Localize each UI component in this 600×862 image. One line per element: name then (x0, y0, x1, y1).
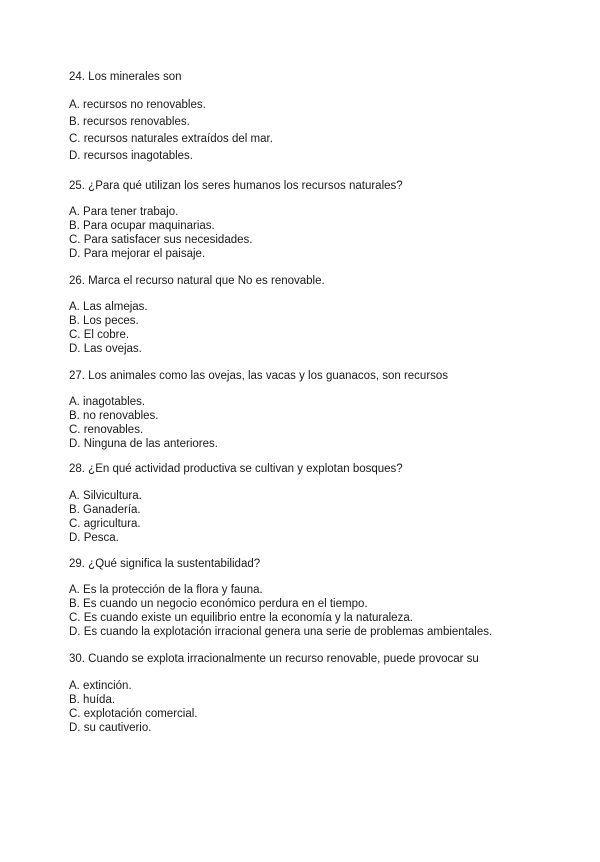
option-a: A. Las almejas. (69, 301, 148, 313)
question-options-24 (69, 98, 273, 166)
option-c: C. agricultura. (69, 518, 141, 530)
option-d: D. Ninguna de las anteriores. (69, 438, 218, 450)
question-stem-30: 30. Cuando se explota irracionalmente un recurso renovable, puede provocar su (69, 653, 479, 665)
question-options-30 (69, 679, 197, 735)
option-c: C. El cobre. (69, 329, 130, 341)
option-b: B. huída. (69, 694, 116, 706)
option-a: A. inagotables. (69, 396, 146, 408)
option-a: A. Es la protección de la flora y fauna. (69, 584, 263, 596)
option-b: B. Ganadería. (69, 504, 141, 516)
question-options-26 (69, 300, 148, 356)
option-d: D. Es cuando la explotación irracional genera una serie de problemas ambientales. (69, 626, 493, 638)
option-a: A. recursos no renovables. (69, 99, 206, 111)
question-options-29 (69, 583, 492, 639)
option-b: B. recursos renovables. (69, 116, 190, 128)
question-stem-25: 25. ¿Para qué utilizan los seres humanos los recursos naturales? (69, 180, 403, 192)
option-b: B. Para ocupar maquinarias. (69, 220, 215, 232)
option-a: A. Silvicultura. (69, 490, 142, 502)
option-d: D. su cautiverio. (69, 722, 152, 734)
option-a: A. extinción. (69, 680, 132, 692)
question-stem-27: 27. Los animales como las ovejas, las vacas y los guanacos, son recursos (69, 370, 449, 382)
option-c: C. Es cuando existe un equilibrio entre la economía y la naturaleza. (69, 612, 413, 624)
question-options-27 (69, 395, 218, 451)
option-c: C. Para satisfacer sus necesidades. (69, 234, 253, 246)
option-d: D. Las ovejas. (69, 343, 142, 355)
option-d: D. Pesca. (69, 532, 119, 544)
question-stem-28: 28. ¿En qué actividad productiva se cultivan y explotan bosques? (69, 463, 403, 475)
question-stem-29: 29. ¿Qué significa la sustentabilidad? (69, 558, 261, 570)
option-b: B. no renovables. (69, 410, 159, 422)
option-d: D. Para mejorar el paisaje. (69, 248, 206, 260)
option-c: C. explotación comercial. (69, 708, 198, 720)
option-c: C. renovables. (69, 424, 144, 436)
option-a: A. Para tener trabajo. (69, 206, 179, 218)
question-stem-24: 24. Los minerales son (69, 71, 182, 83)
question-options-25 (69, 205, 252, 261)
question-options-28 (69, 489, 142, 545)
option-b: B. Es cuando un negocio económico perdura en el tiempo. (69, 598, 368, 610)
option-d: D. recursos inagotables. (69, 150, 194, 162)
option-b: B. Los peces. (69, 315, 139, 327)
option-c: C. recursos naturales extraídos del mar. (69, 133, 273, 145)
question-stem-26: 26. Marca el recurso natural que No es renovable. (69, 275, 325, 287)
